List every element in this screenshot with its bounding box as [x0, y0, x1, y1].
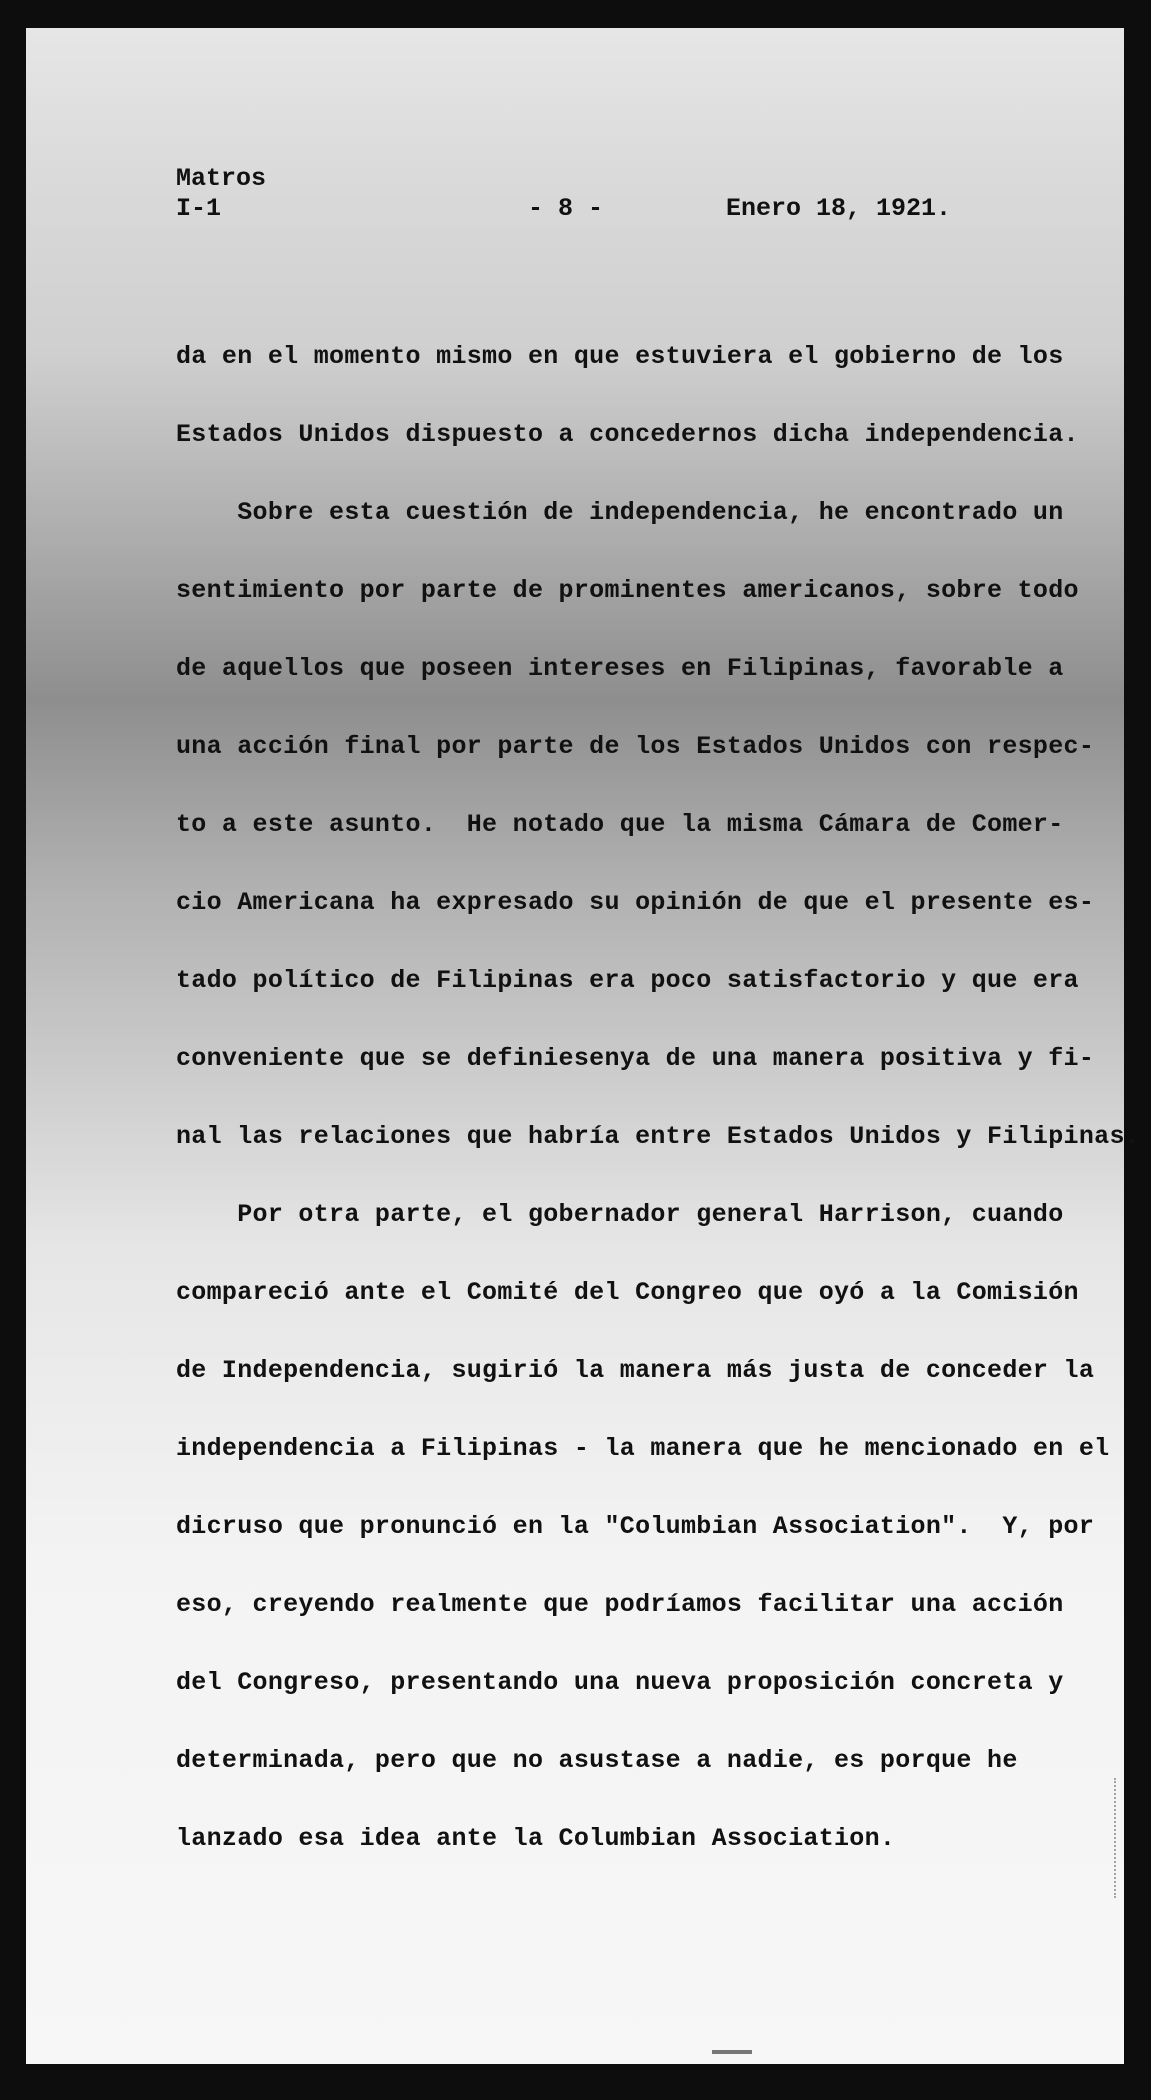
body-line: Por otra parte, el gobernador general Harrison, cuando	[176, 1200, 1064, 1229]
body-line: cio Americana ha expresado su opinión de que el presente es-	[176, 888, 1095, 917]
body-line: da en el momento mismo en que estuviera el gobierno de los	[176, 342, 1064, 371]
letter-body	[176, 318, 1141, 1878]
body-line: dicruso que pronunció en la "Columbian Association". Y, por	[176, 1512, 1095, 1541]
margin-marks	[1114, 1778, 1146, 1898]
body-line: determinada, pero que no asustase a nadie, es porque he	[176, 1746, 1018, 1775]
sender-block	[176, 164, 266, 224]
body-line: nal las relaciones que habría entre Estados Unidos y Filipinas.	[176, 1122, 1141, 1151]
sender-ref: I-1	[176, 194, 222, 223]
body-line: de Independencia, sugirió la manera más justa de conceder la	[176, 1356, 1095, 1385]
body-line: Estados Unidos dispuesto a concedernos dicha independencia.	[176, 420, 1079, 449]
scan-bottom-mark	[712, 2050, 752, 2054]
body-line: Sobre esta cuestión de independencia, he encontrado un	[176, 498, 1064, 527]
body-line: independencia a Filipinas - la manera que he mencionado en el	[176, 1434, 1110, 1463]
body-line: conveniente que se definiesenya de una manera positiva y fi-	[176, 1044, 1095, 1073]
letter-date: Enero 18, 1921.	[726, 194, 952, 223]
body-line: compareció ante el Comité del Congreo que oyó a la Comisión	[176, 1278, 1079, 1307]
body-line: to a este asunto. He notado que la misma Cámara de Comer-	[176, 810, 1064, 839]
body-line: del Congreso, presentando una nueva proposición concreta y	[176, 1668, 1064, 1697]
body-line: lanzado esa idea ante la Columbian Association.	[176, 1824, 896, 1853]
body-line: una acción final por parte de los Estados Unidos con respec-	[176, 732, 1095, 761]
body-line: de aquellos que poseen intereses en Filipinas, favorable a	[176, 654, 1064, 683]
document-page	[26, 28, 1141, 2064]
page-number: - 8 -	[528, 194, 604, 223]
body-line: eso, creyendo realmente que podríamos facilitar una acción	[176, 1590, 1064, 1619]
sender-name: Matros	[176, 164, 267, 193]
body-line: tado político de Filipinas era poco satisfactorio y que era	[176, 966, 1079, 995]
body-line: sentimiento por parte de prominentes americanos, sobre todo	[176, 576, 1079, 605]
